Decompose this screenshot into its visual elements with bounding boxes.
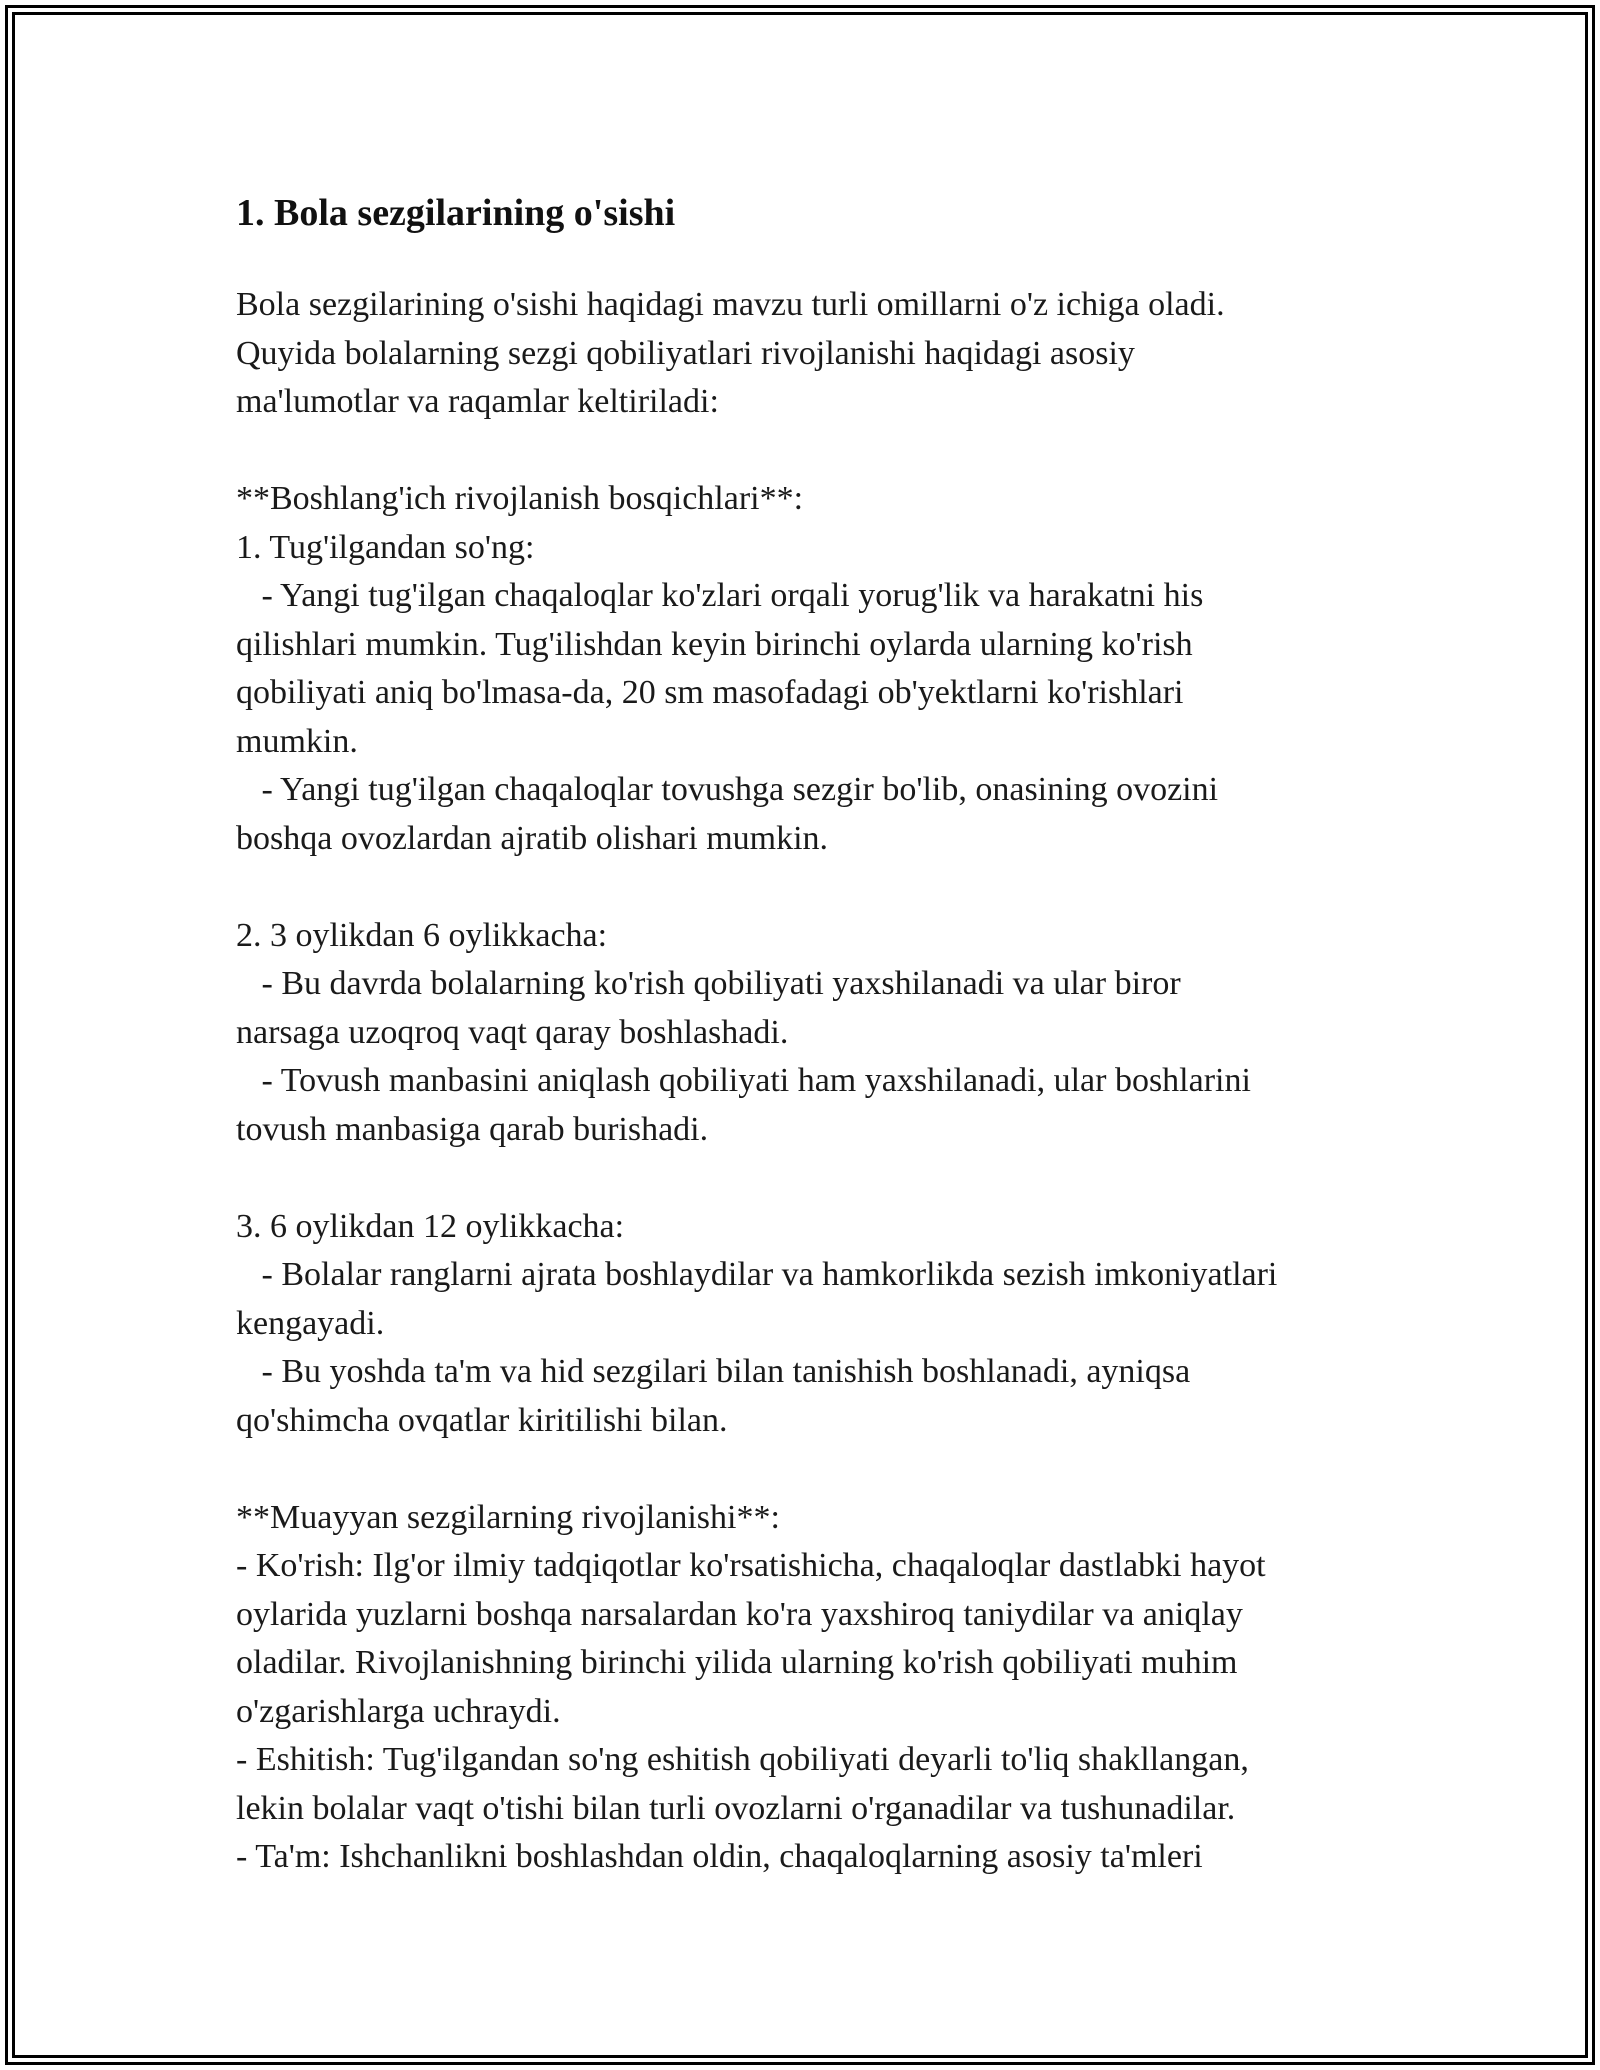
text-line: - Yangi tug'ilgan chaqaloqlar tovushga sezgir bo'lib, onasining ovozini [236,771,1219,808]
text-line: - Bolalar ranglarni ajrata boshlaydilar va hamkorlikda sezish imkoniyatlari [236,1256,1278,1293]
paragraph-spacer [236,1445,1386,1494]
text-line: Quyida bolalarning sezgi qobiliyatlari rivojlanishi haqidagi asosiy [236,334,1135,372]
text-line: tovush manbasiga qarab burishadi. [236,1110,709,1148]
text-line: 3. 6 oylikdan 12 oylikkacha: [236,1207,625,1245]
text-line: qo'shimcha ovqatlar kiritilishi bilan. [236,1401,728,1439]
text-line: qobiliyati aniq bo'lmasa-da, 20 sm masofadagi ob'yektlarni ko'rishlari [236,674,1184,711]
text-line: - Eshitish: Tug'ilgandan so'ng eshitish qobiliyati deyarli to'liq shakllangan, [236,1741,1249,1778]
text-line: - Bu yoshda ta'm va hid sezgilari bilan tanishish boshlanadi, ayniqsa [236,1353,1191,1390]
text-line: 1. Tug'ilgandan so'ng: [236,528,535,566]
text-line: oylarida yuzlarni boshqa narsalardan ko'ra yaxshiroq taniydilar va aniqlay [236,1595,1243,1633]
text-line: - Ta'm: Ishchanlikni boshlashdan oldin, chaqaloqlarning asosiy ta'mleri [236,1838,1203,1875]
text-line: - Yangi tug'ilgan chaqaloqlar ko'zlari orqali yorug'lik va harakatni his [236,577,1204,614]
text-line: narsaga uzoqroq vaqt qaray boshlashadi. [236,1013,789,1051]
paragraph-spacer [236,1154,1386,1203]
text-line: lekin bolalar vaqt o'tishi bilan turli ovozlarni o'rganadilar va tushunadilar. [236,1789,1236,1827]
text-line: oladilar. Rivojlanishning birinchi yilida ularning ko'rish qobiliyati muhim [236,1644,1238,1681]
text-line: - Ko'rish: Ilg'or ilmiy tadqiqotlar ko'rsatishicha, chaqaloqlar dastlabki hayot [236,1547,1266,1584]
text-line: **Muayyan sezgilarning rivojlanishi**: [236,1498,780,1536]
paragraph-spacer [236,863,1386,912]
text-line: - Bu davrda bolalarning ko'rish qobiliyati yaxshilanadi va ular biror [236,965,1181,1002]
text-line: ma'lumotlar va raqamlar keltiriladi: [236,383,719,420]
text-line: mumkin. [236,722,358,760]
paragraph-spacer [236,427,1386,476]
text-line: boshqa ovozlardan ajratib olishari mumkin. [236,819,829,857]
document-body [236,281,1386,1882]
text-line: o'zgarishlarga uchraydi. [236,1692,561,1730]
document-title: 1. Bola sezgilarining o'sishi [236,192,676,234]
document-content [236,185,1386,1882]
text-line: qilishlari mumkin. Tug'ilishdan keyin birinchi oylarda ularning ko'rish [236,625,1193,663]
text-line: 2. 3 oylikdan 6 oylikkacha: [236,916,608,954]
text-line: Bola sezgilarining o'sishi haqidagi mavzu turli omillarni o'z ichiga oladi. [236,286,1225,323]
text-line: kengayadi. [236,1304,385,1342]
text-line: - Tovush manbasini aniqlash qobiliyati ham yaxshilanadi, ular boshlarini [236,1062,1251,1099]
text-line: **Boshlang'ich rivojlanish bosqichlari**: [236,480,804,517]
